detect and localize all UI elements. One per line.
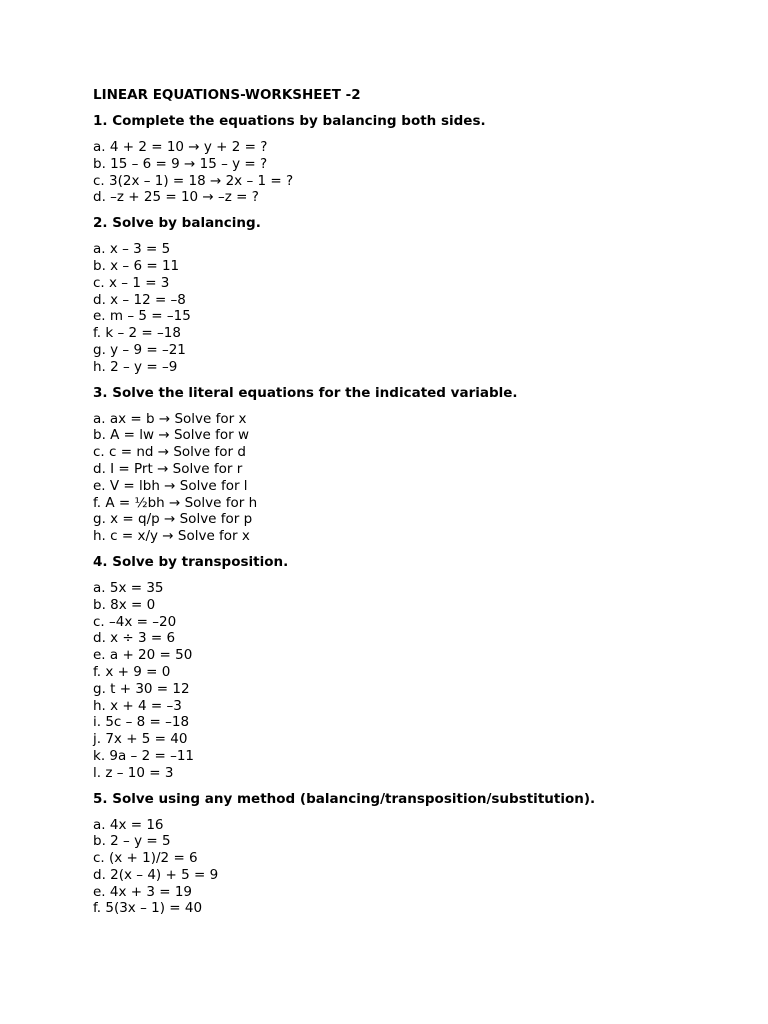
question-list	[93, 580, 768, 782]
section-heading: 5. Solve using any method (balancing/transposition/substitution).	[93, 790, 596, 807]
question-item: c. x – 1 = 3	[93, 274, 170, 291]
question-item: b. x – 6 = 11	[93, 257, 180, 274]
question-item: e. V = lbh → Solve for l	[93, 477, 248, 494]
question-item: b. 15 – 6 = 9 → 15 – y = ?	[93, 155, 268, 172]
question-item: d. x ÷ 3 = 6	[93, 630, 176, 647]
question-item: e. m – 5 = –15	[93, 308, 191, 325]
question-item: h. c = x/y → Solve for x	[93, 528, 250, 545]
section-heading: 3. Solve the literal equations for the indicated variable.	[93, 384, 518, 401]
question-list	[93, 817, 768, 918]
question-item: b. A = lw → Solve for w	[93, 427, 250, 444]
question-item: e. a + 20 = 50	[93, 647, 193, 664]
section-heading: 4. Solve by transposition.	[93, 553, 289, 570]
question-item: d. x – 12 = –8	[93, 291, 186, 308]
question-item: b. 8x = 0	[93, 596, 156, 613]
question-item: a. 4x = 16	[93, 816, 164, 833]
section-heading: 1. Complete the equations by balancing both sides.	[93, 113, 486, 129]
question-item: d. 2(x – 4) + 5 = 9	[93, 866, 219, 883]
question-item: b. 2 – y = 5	[93, 833, 171, 850]
question-item: a. ax = b → Solve for x	[93, 410, 247, 427]
question-item: c. 3(2x – 1) = 18 → 2x – 1 = ?	[93, 172, 294, 189]
section-4	[93, 554, 768, 782]
question-item: e. 4x + 3 = 19	[93, 883, 193, 900]
section-1	[93, 113, 768, 206]
question-item: a. x – 3 = 5	[93, 241, 171, 258]
question-item: g. x = q/p → Solve for p	[93, 511, 253, 528]
question-item: d. I = Prt → Solve for r	[93, 460, 243, 477]
question-item: a. 5x = 35	[93, 579, 164, 596]
question-item: c. c = nd → Solve for d	[93, 444, 246, 461]
question-item: f. x + 9 = 0	[93, 663, 171, 680]
question-item: c. (x + 1)/2 = 6	[93, 850, 198, 867]
question-item: g. t + 30 = 12	[93, 680, 190, 697]
question-list	[93, 411, 768, 545]
question-item: i. 5c – 8 = –18	[93, 714, 190, 731]
worksheet-title: LINEAR EQUATIONS-WORKSHEET -2	[93, 87, 361, 103]
question-item: l. z – 10 = 3	[93, 764, 174, 781]
section-3	[93, 385, 768, 545]
question-item: d. –z + 25 = 10 → –z = ?	[93, 189, 259, 206]
question-item: f. A = ½bh → Solve for h	[93, 494, 258, 511]
question-item: a. 4 + 2 = 10 → y + 2 = ?	[93, 139, 268, 155]
section-5	[93, 791, 768, 918]
question-item: c. –4x = –20	[93, 613, 177, 630]
question-item: j. 7x + 5 = 40	[93, 731, 188, 748]
section-heading: 2. Solve by balancing.	[93, 215, 261, 232]
question-item: g. y – 9 = –21	[93, 341, 186, 358]
question-item: h. x + 4 = –3	[93, 697, 182, 714]
question-item: f. k – 2 = –18	[93, 325, 181, 342]
question-item: f. 5(3x – 1) = 40	[93, 900, 203, 917]
question-item: h. 2 – y = –9	[93, 358, 178, 375]
question-list	[93, 139, 768, 206]
section-2	[93, 215, 768, 375]
question-item: k. 9a – 2 = –11	[93, 747, 195, 764]
question-list	[93, 241, 768, 375]
